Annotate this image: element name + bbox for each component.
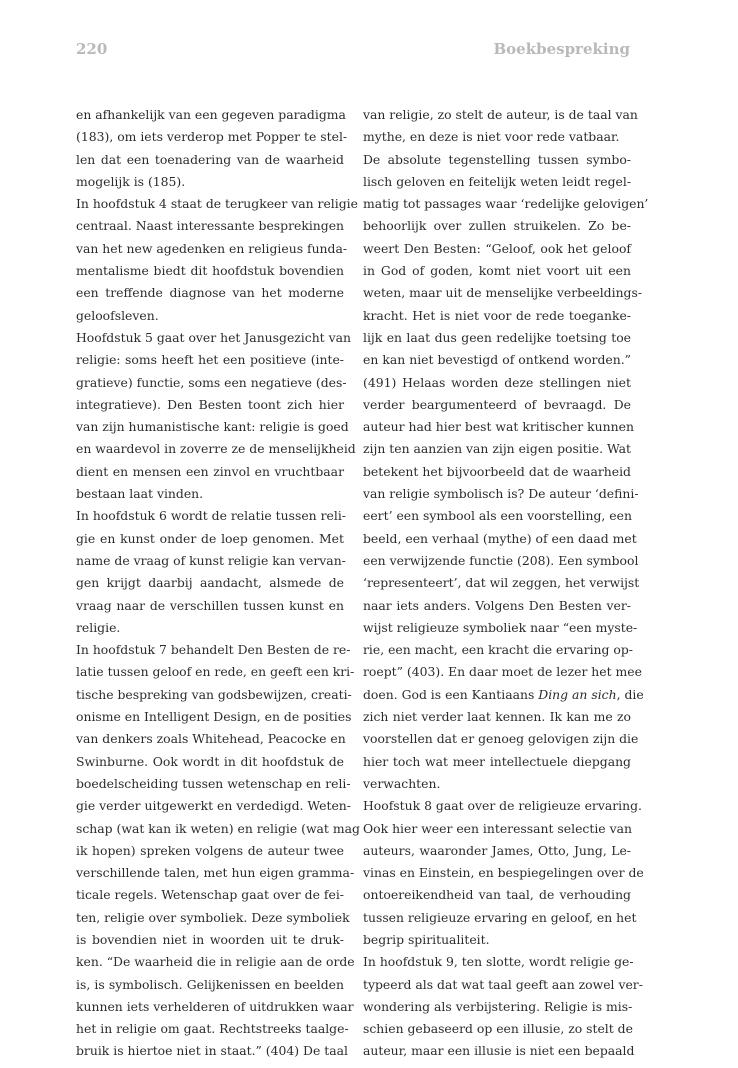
page-number: 220 [76,40,108,58]
left-text-column [76,104,360,1063]
text-line: name de vraag of kunst religie kan vervan- [76,552,346,568]
text-line: auteur, maar een illusie is niet een bepaald [363,1043,635,1059]
text-line: roept” (403). En daar moet de lezer het mee [363,664,642,680]
text-line: lisch geloven en feitelijk weten leidt regel- [363,173,631,189]
text-line: voorstellen dat er genoeg gelovigen zijn die [363,731,639,747]
text-line: De absolute tegenstelling tussen symbo- [363,151,631,167]
text-line: schap (wat kan ik weten) en religie (wat mag [76,820,360,836]
text-line: is, is symbolisch. Gelijkenissen en beelden [76,976,344,992]
text-line: gratieve) functie, soms een negatieve (des- [76,374,347,390]
text-line: zijn ten aanzien van zijn eigen positie. Wat [363,441,631,457]
text-line: len dat een toenadering van de waarheid [76,151,344,167]
text-line: van religie symbolisch is? De auteur ‘defini- [363,486,639,502]
right-text-column [363,104,649,1063]
text-line: ticale regels. Wetenschap gaat over de fei- [76,887,344,903]
text-line: In hoofdstuk 6 wordt de relatie tussen reli- [76,508,346,524]
text-line: naar iets anders. Volgens Den Besten ver- [363,597,631,613]
text-line: hier toch wat meer intellectuele diepgang [363,753,631,769]
text-line: schien gebaseerd op een illusie, zo stelt de [363,1021,633,1037]
text-line: verschillende talen, met hun eigen gramma- [76,865,355,881]
text-line: en waardevol in zoverre ze de menselijkheid [76,441,356,457]
text-line: gie en kunst onder de loep genomen. Met [76,530,344,546]
running-title: Boekbespreking [493,40,630,58]
text-line: eert’ een symbool als een voorstelling, een [363,508,632,524]
text-line: behoorlijk over zullen struikelen. Zo be- [363,218,631,234]
text-line: wondering als verbijstering. Religie is mis- [363,998,633,1014]
text-line: (491) Helaas worden deze stellingen niet [363,374,631,390]
text-line: geloofsleven. [76,307,159,323]
text-line: Hoofdstuk 5 gaat over het Janusgezicht van [76,329,351,345]
italic-term: Ding an sich [538,686,617,702]
text-line: religie. [76,619,121,635]
text-line: mogelijk is (185). [76,173,186,189]
text-line: In hoofdstuk 9, ten slotte, wordt religie ge- [363,954,634,970]
text-line: en kan niet bevestigd of ontkend worden.” [363,352,631,368]
text-line: ik hopen) spreken volgens de auteur twee [76,842,344,858]
text-line: beeld, een verhaal (mythe) of een daad met [363,530,637,546]
text-line: weert Den Besten: “Geloof, ook het geloof [363,240,631,256]
text-line: betekent het bijvoorbeeld dat de waarheid [363,463,631,479]
text-line: zich niet verder laat kennen. Ik kan me zo [363,709,631,725]
text-line: bruik is hiertoe niet in staat.” (404) De taal [76,1043,348,1059]
text-line: gie verder uitgewerkt en verdedigd. Weten- [76,798,351,814]
text-line: wijst religieuze symboliek naar “een myste- [363,619,638,635]
text-line: een verwijzende functie (208). Een symbool [363,552,639,568]
text-line: ontoereikendheid van taal, de verhouding [363,887,631,903]
text-line: integratieve). Den Besten toont zich hier [76,396,344,412]
text-line: Hoofstuk 8 gaat over de religieuze ervaring. [363,798,642,814]
text-line: Ook hier weer een interessant selectie van [363,820,632,836]
text-line: typeerd als dat wat taal geeft aan zowel ver- [363,976,643,992]
text-line: tussen religieuze ervaring en geloof, en het [363,909,637,925]
text-line: van zijn humanistische kant: religie is goed [76,419,349,435]
text-line: vinas en Einstein, en bespiegelingen over de [363,865,644,881]
text-line: rie, een macht, een kracht die ervaring op- [363,642,633,658]
text-line: auteurs, waaronder James, Otto, Jung, Le- [363,842,631,858]
text-line: vraag naar de verschillen tussen kunst en [76,597,344,613]
text-line: en afhankelijk van een gegeven paradigma [76,107,346,122]
text-line: het in religie om gaat. Rechtstreeks taalge- [76,1021,349,1037]
text-line: verder beargumenteerd of bevraagd. De [363,396,631,412]
text-line: onisme en Intelligent Design, en de posities [76,709,352,725]
text-line: centraal. Naast interessante besprekingen [76,218,345,234]
text-line: (183), om iets verderop met Popper te stel- [76,129,348,145]
text-line: kracht. Het is niet voor de rede toeganke- [363,307,631,323]
text-line: van het new agedenken en religieus funda- [76,240,348,256]
text-line: ten, religie over symboliek. Deze symboliek [76,909,350,925]
text-line: van religie, zo stelt de auteur, is de taal van [363,107,638,122]
text-line: doen. God is een Kantiaans Ding an sich, die [363,686,644,702]
text-line: ‘representeert’, dat wil zeggen, het verwijst [363,575,640,591]
text-line: lijk en laat dus geen redelijke toetsing toe [363,329,631,345]
text-line: dient en mensen een zinvol en vruchtbaar [76,463,344,479]
text-line: in God of goden, komt niet voort uit een [363,263,631,279]
text-line: mentalisme biedt dit hoofdstuk bovendien [76,263,344,279]
text-line: kunnen iets verhelderen of uitdrukken waar [76,998,354,1014]
text-line: een treffende diagnose van het moderne [76,285,344,301]
text-line: Swinburne. Ook wordt in dit hoofdstuk de [76,753,344,769]
text-line: bestaan laat vinden. [76,486,204,502]
text-line: van denkers zoals Whitehead, Peacocke en [76,731,346,747]
text-line: auteur had hier best wat kritischer kunnen [363,419,634,435]
text-line: begrip spiritualiteit. [363,931,490,947]
text-line: weten, maar uit de menselijke verbeeldings- [363,285,643,301]
text-line: boedelscheiding tussen wetenschap en reli- [76,775,351,791]
text-line: tische bespreking van godsbewijzen, creati- [76,686,352,702]
text-line: In hoofdstuk 7 behandelt Den Besten de re- [76,642,351,658]
text-line: ken. “De waarheid die in religie aan de orde [76,954,355,970]
text-line: matig tot passages waar ‘redelijke gelovigen’ [363,196,649,212]
text-line: In hoofdstuk 4 staat de terugkeer van religie [76,196,358,212]
text-line: is bovendien niet in woorden uit te druk- [76,931,344,947]
text-line: gen krijgt daarbij aandacht, alsmede de [76,575,344,591]
text-line: verwachten. [363,775,441,791]
text-line: mythe, en deze is niet voor rede vatbaar. [363,129,620,145]
text-line: latie tussen geloof en rede, en geeft een kri- [76,664,355,680]
text-line: religie: soms heeft het een positieve (inte- [76,352,344,368]
